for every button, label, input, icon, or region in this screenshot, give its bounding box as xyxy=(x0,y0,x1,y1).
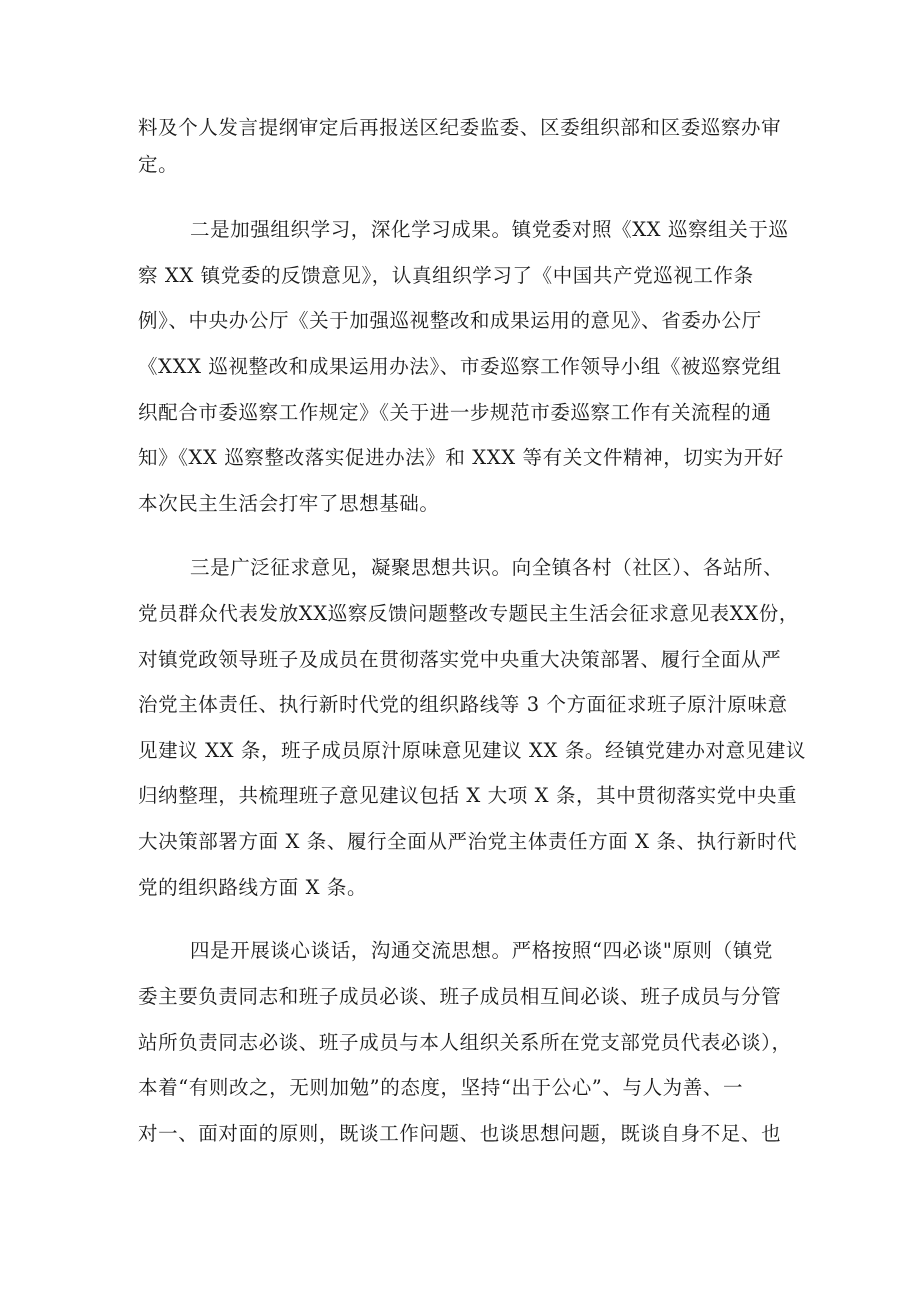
paragraph-line: 对一、面对面的原则，既谈工作问题、也谈思想问题，既谈自身不足、也 xyxy=(138,1122,782,1145)
paragraph-line: 察 XX 镇党委的反馈意见》，认真组织学习了《中国共产党巡视工作条 xyxy=(138,264,754,287)
paragraph-line: 归纳整理，共梳理班子意见建议包括 X 大项 X 条，其中贯彻落实党中央重 xyxy=(138,784,798,807)
paragraph-line: 见建议 XX 条，班子成员原汁原味意见建议 XX 条。经镇党建办对意见建议 xyxy=(138,739,807,762)
paragraph-line: 料及个人发言提纲审定后再报送区纪委监委、区委组织部和区委巡察办审 xyxy=(138,116,782,139)
paragraph-line: 党的组织路线方面 X 条。 xyxy=(138,876,368,899)
paragraph-line: 大决策部署方面 X 条、履行全面从严治党主体责任方面 X 条、执行新时代 xyxy=(138,830,798,853)
paragraph-line: 委主要负责同志和班子成员必谈、班子成员相互间必谈、班子成员与分管 xyxy=(138,985,782,1008)
paragraph-line: 本着“有则改之，无则加勉”的态度，坚持“出于公心”、与人为善、一 xyxy=(138,1076,744,1099)
paragraph-first-line: 四是开展谈心谈话，沟通交流思想。严格按照“四必谈"原则（镇党 xyxy=(190,939,773,962)
paragraph-first-line: 三是广泛征求意见，凝聚思想共识。向全镇各村（社区）、各站所、 xyxy=(190,556,784,579)
paragraph-line: 对镇党政领导班子及成员在贯彻落实党中央重大决策部署、履行全面从严 xyxy=(138,648,782,671)
paragraph-line: 《XXX 巡视整改和成果运用办法》、市委巡察工作领导小组《被巡察党组 xyxy=(138,355,782,378)
paragraph-line: 治党主体责任、执行新时代党的组织路线等 3 个方面征求班子原汁原味意 xyxy=(138,693,788,716)
paragraph-line: 织配合市委巡察工作规定》《关于进一步规范市委巡察工作有关流程的通 xyxy=(138,401,772,424)
paragraph-line: 站所负责同志必谈、班子成员与本人组织关系所在党支部党员代表必谈）， xyxy=(138,1031,792,1054)
paragraph-first-line: 二是加强组织学习，深化学习成果。镇党委对照《XX 巡察组关于巡 xyxy=(190,218,789,241)
paragraph-line: 知》《XX 巡察整改落实促进办法》和 XXX 等有关文件精神，切实为开好 xyxy=(138,446,784,469)
paragraph-line: 定。 xyxy=(138,153,179,176)
paragraph-line: 本次民主生活会打牢了思想基础。 xyxy=(138,492,440,515)
paragraph-line: 党员群众代表发放XX巡察反馈问题整改专题民主生活会征求意见表XX份， xyxy=(138,602,799,625)
paragraph-line: 例》、中央办公厅《关于加强巡视整改和成果运用的意见》、省委办公厅 xyxy=(138,309,762,332)
